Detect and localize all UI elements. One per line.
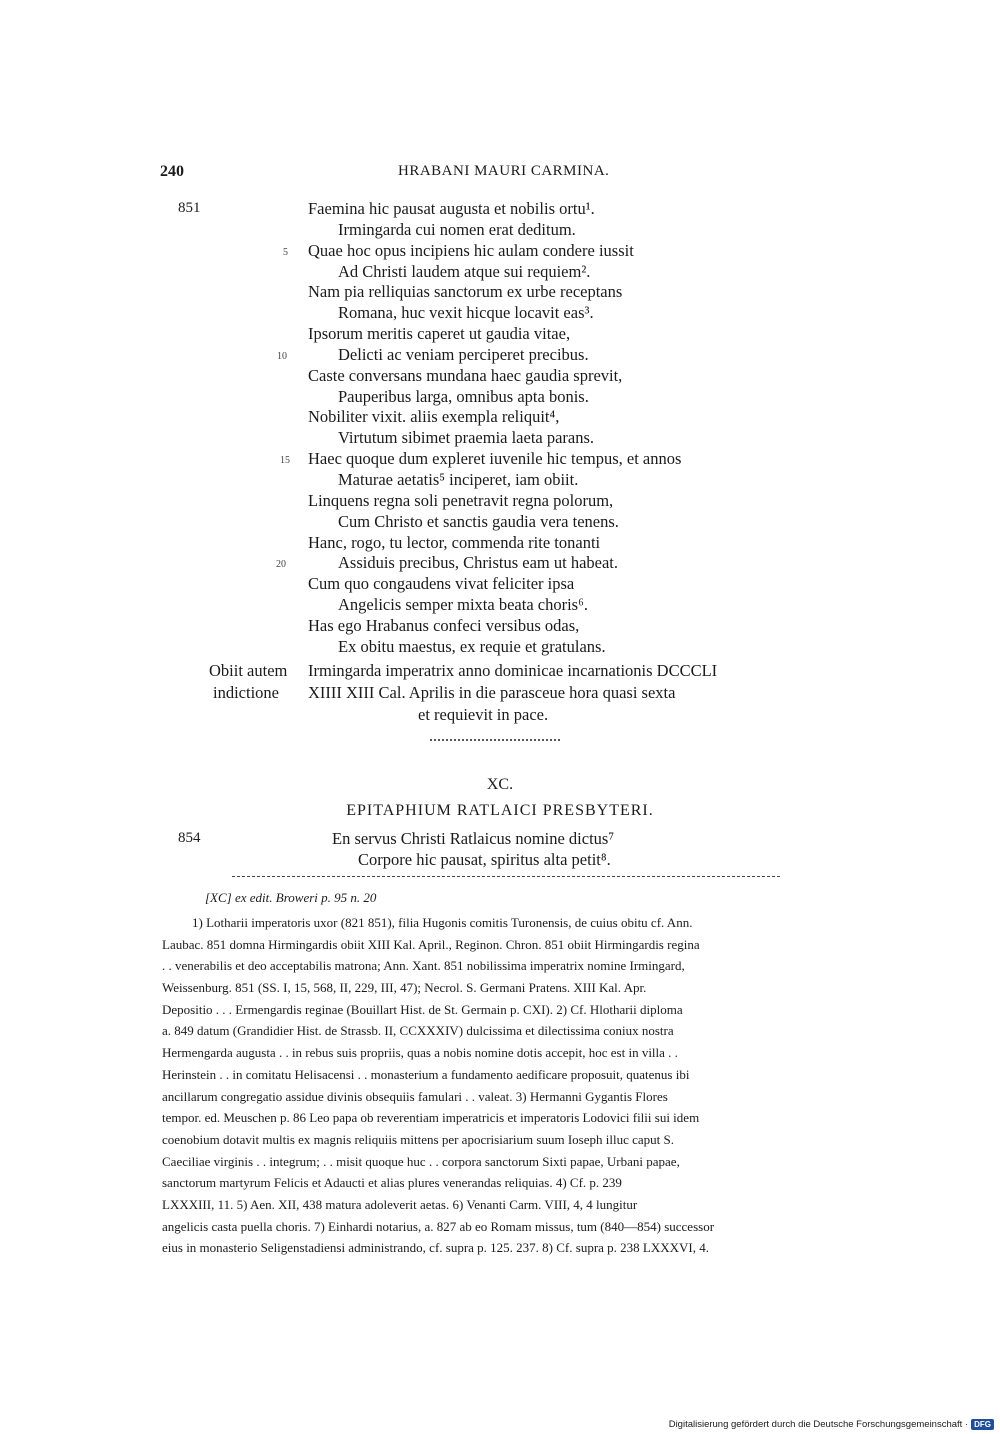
obiit-label: Obiit autem [209,661,288,680]
verse-line: Hanc, rogo, tu lector, commenda rite tonanti [308,532,601,552]
obiit-text: et requievit in pace. [418,705,549,724]
verse-line: Haec quoque dum expleret iuvenile hic tempus, et annos [308,449,682,469]
verse-line: Pauperibus larga, omnibus apta bonis. [338,386,589,406]
line-number: 5 [283,247,288,258]
page-number: 240 [160,163,184,180]
digitization-footer [669,1419,994,1430]
verse-line: Virtutum sibimet praemia laeta parans. [338,428,595,448]
obiit-text: Irmingarda imperatrix anno dominicae incarnationis DCCCLI [308,661,718,680]
footnote-line: angelicis casta puella choris. 7) Einhardi notarius, a. 827 ab eo Romam missus, tum (840—854) successor [162,1218,715,1234]
obiit-label: indictione [213,683,279,702]
verse-line: Maturae aetatis⁵ inciperet, iam obiit. [338,469,579,489]
footnote-line: a. 849 datum (Grandidier Hist. de Strassb. II, CCXXXIV) dulcissima et dilectissima coniux nostra [162,1023,674,1039]
footnote-line: tempor. ed. Meuschen p. 86 Leo papa ob reverentiam imperatricis et imperatoris Lodovici filii sui idem [162,1110,700,1126]
verse-line: Has ego Hrabanus confeci versibus odas, [308,615,580,635]
dfg-logo: DFG [971,1419,994,1430]
epitaph-verses [332,828,614,870]
poem-year: 851 [178,200,201,216]
verse-line: Romana, huc vexit hicque locavit eas³. [338,303,594,323]
source-note: [XC] ex edit. Broweri p. 95 n. 20 [205,890,377,905]
footnote-line: ancillarum congregatio assidue divinis obsequiis famulari . . valeat. 3) Hermanni Gygantis Flores [162,1088,668,1104]
footnote-line: LXXXIII, 11. 5) Aen. XII, 438 matura adoleverit aetas. 6) Venanti Carm. VIII, 4, 4 lungitur [162,1196,638,1212]
verse-line: Nam pia relliquias sanctorum ex urbe receptans [308,282,623,302]
verse-line: Faemina hic pausat augusta et nobilis ortu¹. [308,199,595,218]
verse-line: Ipsorum meritis caperet ut gaudia vitae, [308,324,571,344]
line-number: 10 [277,351,287,362]
footnote-line: Caeciliae virginis . . integrum; . . misit quoque huc . . corpora sanctorum Sixti papae, Urbani papae, [162,1153,680,1169]
footnote-line: Laubac. 851 domna Hirmingardis obiit XIII Kal. April., Reginon. Chron. 851 obiit Hirmingardis regina [162,936,700,952]
footnote-line: coenobium dotavit multis ex magnis reliquiis mittens per apocrisiarium suum Ioseph illuc caput S. [162,1131,674,1147]
section-title: EPITAPHIUM RATLAICI PRESBYTERI. [346,802,654,819]
line-number: 15 [280,455,290,466]
footnote-line: Depositio . . . Ermengardis reginae (Bouillart Hist. de St. Germain p. CXI). 2) Cf. Hlotharii diploma [162,1001,683,1017]
footnotes [162,912,834,1259]
section-divider [430,739,560,741]
footnote-line: Hermengarda augusta . . in rebus suis propriis, quas a nobis nomine dotis accepit, hoc est in villa . . [162,1045,678,1061]
obiit-text: XIIII XIII Cal. Aprilis in die parasceue hora quasi sexta [308,683,676,702]
footnote-separator [232,876,780,877]
footnote-line: eius in monasterio Seligenstadiensi administrando, cf. supra p. 125. 237. 8) Cf. supra p. 238 LXXXVI, 4. [162,1240,709,1256]
verse-line: Corpore hic pausat, spiritus alta petit⁸. [358,850,611,869]
verse-line: Quae hoc opus incipiens hic aulam condere iussit [308,240,634,260]
verse-line: Caste conversans mundana haec gaudia sprevit, [308,365,623,385]
obiit-note [0,660,1000,726]
verse-line: Delicti ac veniam perciperet precibus. [338,344,589,364]
section-number: XC. [486,776,514,793]
footnote-line: sanctorum martyrum Felicis et Adaucti et alias plures venerandas reliquias. 4) Cf. p. 239 [162,1175,622,1191]
verse-line: Cum Christo et sanctis gaudia vera tenens. [338,511,619,531]
footer-text: Digitalisierung gefördert durch die Deutsche Forschungsgemeinschaft · [668,1419,969,1430]
poem-verses [308,199,828,658]
verse-line: Angelicis semper mixta beata choris⁶. [338,595,588,615]
footnote-line: Herinstein . . in comitatu Helisacensi . . monasterium a fundamento aedificare proposuit, quatenus ibi [162,1066,690,1082]
verse-line: En servus Christi Ratlaicus nomine dictus⁷ [332,829,615,848]
verse-line: Nobiliter vixit. aliis exempla reliquit⁴, [308,407,560,427]
running-head: HRABANI MAURI CARMINA. [398,163,610,179]
footnote-line: . . venerabilis et deo acceptabilis matrona; Ann. Xant. 851 nobilissima imperatrix nomine Irmingard, [162,958,685,974]
footnote-line: Weissenburg. 851 (SS. I, 15, 568, II, 229, III, 47); Necrol. S. Germani Pratens. XIII Kal. Apr. [162,980,647,996]
verse-line: Irmingarda cui nomen erat deditum. [338,219,576,239]
verse-line: Linquens regna soli penetravit regna polorum, [308,490,614,510]
verse-line: Ad Christi laudem atque sui requiem². [338,261,591,281]
verse-line: Cum quo congaudens vivat feliciter ipsa [308,574,575,594]
verse-line: Ex obitu maestus, ex requie et gratulans. [338,636,606,656]
verse-line: Assiduis precibus, Christus eam ut habeat. [338,553,619,573]
line-number: 20 [276,559,286,570]
footnote-line: 1) Lotharii imperatoris uxor (821 851), filia Hugonis comitis Turonensis, de cuius obitu cf. Ann. [192,915,693,930]
epitaph-year: 854 [178,830,201,846]
